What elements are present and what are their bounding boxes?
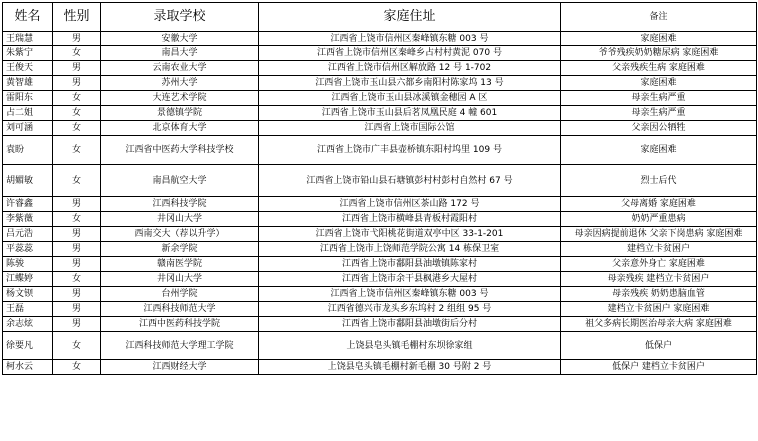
note-cell: 家庭困难 [561, 32, 757, 46]
gender-cell: 女 [53, 121, 101, 136]
note-cell: 父亲残疾生病 家庭困难 [561, 61, 757, 76]
gender-cell: 女 [53, 165, 101, 197]
address-cell: 江西省上饶市铅山县石塘镇彭村村彭村自然村 67 号 [259, 165, 561, 197]
table-row [3, 32, 757, 46]
table-row [3, 212, 757, 227]
note-cell: 父母离婚 家庭困难 [561, 197, 757, 212]
school-cell: 云南农业大学 [101, 61, 259, 76]
address-cell: 江西省上饶市国际公馆 [259, 121, 561, 136]
note-cell: 奶奶严重患病 [561, 212, 757, 227]
school-cell: 江西中医药科技学院 [101, 317, 259, 332]
address-cell: 江西省上饶市玉山县冰溪镇金穗园 A 区 [259, 91, 561, 106]
table-row [3, 165, 757, 197]
gender-cell: 女 [53, 212, 101, 227]
name-cell: 胡媚敏 [3, 165, 53, 197]
school-cell: 安徽大学 [101, 32, 259, 46]
name-cell: 柯水云 [3, 360, 53, 375]
table-row [3, 76, 757, 91]
address-cell: 江西省上饶市横峰县青板村霞阳村 [259, 212, 561, 227]
table-row [3, 272, 757, 287]
note-cell: 祖父多病长期医治母亲大病 家庭困难 [561, 317, 757, 332]
table-row [3, 61, 757, 76]
note-cell: 母亲残疾 建档立卡贫困户 [561, 272, 757, 287]
table-row [3, 121, 757, 136]
name-cell: 王瑞慧 [3, 32, 53, 46]
name-cell: 陈骏 [3, 257, 53, 272]
name-cell: 刘可涵 [3, 121, 53, 136]
gender-cell: 女 [53, 106, 101, 121]
note-cell: 爷爷残疾奶奶糖尿病 家庭困难 [561, 46, 757, 61]
school-cell: 江西科技学院 [101, 197, 259, 212]
table-row [3, 106, 757, 121]
address-cell: 江西省上饶市玉山县后茗凤凰民庭 4 幢 601 [259, 106, 561, 121]
gender-cell: 男 [53, 242, 101, 257]
school-cell: 新余学院 [101, 242, 259, 257]
header-name: 姓名 [3, 3, 53, 32]
address-cell: 江西省上饶市鄱阳县油墩镇陈家村 [259, 257, 561, 272]
gender-cell: 女 [53, 272, 101, 287]
name-cell: 袁盼 [3, 136, 53, 165]
gender-cell: 男 [53, 32, 101, 46]
name-cell: 占二姐 [3, 106, 53, 121]
address-cell: 江西省上饶市信州区秦峰乡占村村黄泥 070 号 [259, 46, 561, 61]
school-cell: 台州学院 [101, 287, 259, 302]
header-gender: 性别 [53, 3, 101, 32]
gender-cell: 男 [53, 76, 101, 91]
note-cell: 建档立卡贫困户 家庭困难 [561, 302, 757, 317]
address-cell: 江西省上饶市弋阳桃花街道双亭中区 33-1-201 [259, 227, 561, 242]
header-address: 家庭住址 [259, 3, 561, 32]
name-cell: 徐要凡 [3, 332, 53, 360]
address-cell: 江西省上饶市余干县枫港乡大屋村 [259, 272, 561, 287]
name-cell: 吕元浩 [3, 227, 53, 242]
table-row [3, 287, 757, 302]
school-cell: 江西科技师范大学 [101, 302, 259, 317]
table-row [3, 242, 757, 257]
address-cell: 江西省上饶市信州区茶山路 172 号 [259, 197, 561, 212]
gender-cell: 女 [53, 360, 101, 375]
note-cell: 低保户 [561, 332, 757, 360]
gender-cell: 男 [53, 257, 101, 272]
school-cell: 江西省中医药大学科技学校 [101, 136, 259, 165]
note-cell: 烈士后代 [561, 165, 757, 197]
gender-cell: 男 [53, 61, 101, 76]
gender-cell: 男 [53, 317, 101, 332]
student-table [2, 2, 757, 375]
address-cell: 江西省上饶市信州区秦峰镇东糖 003 号 [259, 287, 561, 302]
table-row [3, 257, 757, 272]
table-row [3, 360, 757, 375]
note-cell: 家庭困难 [561, 136, 757, 165]
name-cell: 平蕊蕊 [3, 242, 53, 257]
header-school: 录取学校 [101, 3, 259, 32]
note-cell: 低保户 建档立卡贫困户 [561, 360, 757, 375]
header-row [3, 3, 757, 32]
note-cell: 父亲因公牺牲 [561, 121, 757, 136]
note-cell: 母亲生病严重 [561, 91, 757, 106]
table-row [3, 317, 757, 332]
gender-cell: 男 [53, 302, 101, 317]
name-cell: 王俊天 [3, 61, 53, 76]
note-cell: 母亲残疾 奶奶患脑血管 [561, 287, 757, 302]
name-cell: 杨文钡 [3, 287, 53, 302]
address-cell: 江西省上饶市玉山县六都乡南阳村陈家坞 13 号 [259, 76, 561, 91]
name-cell: 江蝶婷 [3, 272, 53, 287]
school-cell: 江西科技师范大学理工学院 [101, 332, 259, 360]
gender-cell: 女 [53, 332, 101, 360]
school-cell: 赣南医学院 [101, 257, 259, 272]
table-row [3, 302, 757, 317]
gender-cell: 女 [53, 136, 101, 165]
school-cell: 苏州大学 [101, 76, 259, 91]
gender-cell: 男 [53, 197, 101, 212]
school-cell: 江西财经大学 [101, 360, 259, 375]
name-cell: 李紫薇 [3, 212, 53, 227]
address-cell: 上饶县皂头镇毛棚村东坝徐家组 [259, 332, 561, 360]
address-cell: 江西省上饶市信州区解放路 12 号 1-702 [259, 61, 561, 76]
school-cell: 北京体育大学 [101, 121, 259, 136]
table-row [3, 227, 757, 242]
gender-cell: 女 [53, 91, 101, 106]
note-cell: 母亲生病严重 [561, 106, 757, 121]
address-cell: 上饶县皂头镇毛棚村新毛棚 30 号附 2 号 [259, 360, 561, 375]
name-cell: 黄智雄 [3, 76, 53, 91]
school-cell: 大连艺术学院 [101, 91, 259, 106]
name-cell: 许睿鑫 [3, 197, 53, 212]
name-cell: 王磊 [3, 302, 53, 317]
name-cell: 余志炫 [3, 317, 53, 332]
name-cell: 朱紫宁 [3, 46, 53, 61]
address-cell: 江西省德兴市龙头乡东坞村 2 组组 95 号 [259, 302, 561, 317]
school-cell: 景德镇学院 [101, 106, 259, 121]
school-cell: 南昌大学 [101, 46, 259, 61]
gender-cell: 男 [53, 287, 101, 302]
school-cell: 西南交大（荐以升学） [101, 227, 259, 242]
note-cell: 建档立卡贫困户 [561, 242, 757, 257]
school-cell: 井冈山大学 [101, 212, 259, 227]
address-cell: 江西省上饶市鄱阳县油墩街后分村 [259, 317, 561, 332]
table-row [3, 91, 757, 106]
note-cell: 家庭困难 [561, 76, 757, 91]
address-cell: 江西省上饶市信州区秦峰镇东糖 003 号 [259, 32, 561, 46]
school-cell: 井冈山大学 [101, 272, 259, 287]
note-cell: 母亲因病提前退休 父亲下岗患病 家庭困难 [561, 227, 757, 242]
gender-cell: 女 [53, 46, 101, 61]
address-cell: 江西省上饶市上饶师范学院公寓 14 栋保卫室 [259, 242, 561, 257]
school-cell: 南昌航空大学 [101, 165, 259, 197]
address-cell: 江西省上饶市广丰县壶桥镇东阳村坞里 109 号 [259, 136, 561, 165]
table-row [3, 136, 757, 165]
note-cell: 父亲意外身亡 家庭困难 [561, 257, 757, 272]
table-body [3, 32, 757, 375]
table-row [3, 197, 757, 212]
table-row [3, 46, 757, 61]
header-note: 备注 [561, 3, 757, 32]
name-cell: 雷阳东 [3, 91, 53, 106]
gender-cell: 男 [53, 227, 101, 242]
table-row [3, 332, 757, 360]
